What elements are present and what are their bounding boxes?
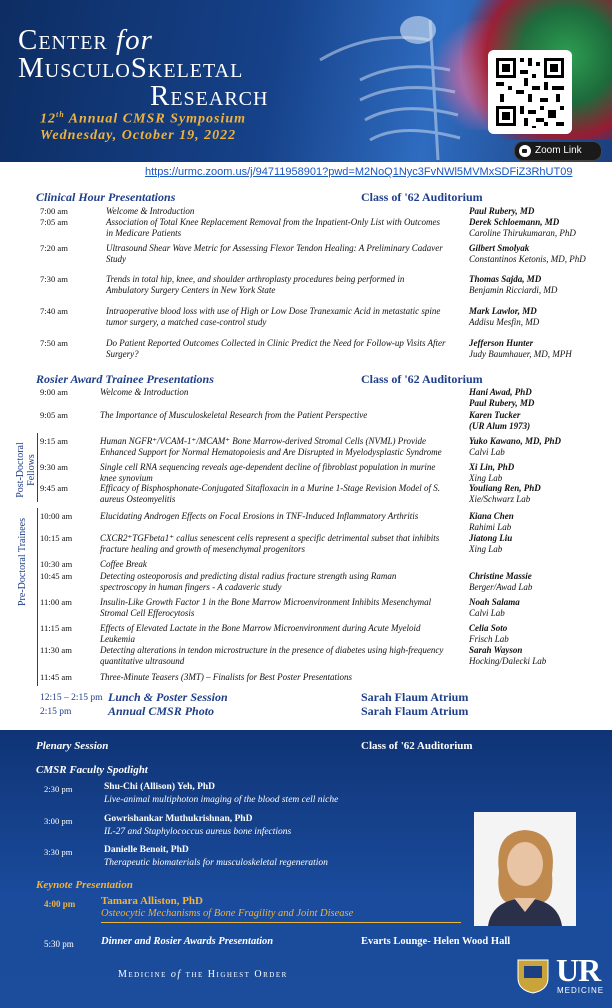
rosier-row-time: 11:15 am xyxy=(40,623,72,633)
clinical-row-lab: Constantinos Ketonis, MD, PhD xyxy=(469,254,586,264)
rosier-row-lab: (UR Alum 1973) xyxy=(469,421,531,431)
rosier-row-lab: Berger/Awad Lab xyxy=(469,582,533,592)
rosier-row-speaker: Jiatong Liu xyxy=(469,533,513,543)
rosier-row-time: 9:00 am xyxy=(40,387,68,397)
speaker-photo xyxy=(474,812,576,926)
rosier-row-title: Human NGFR⁺/VCAM-1⁺/MCAM⁺ Bone Marrow-derived Stromal Cells (NVML) Provide xyxy=(100,436,426,446)
rosier-row-lab: Frisch Lab xyxy=(469,634,509,644)
rosier-row-time: 9:30 am xyxy=(40,462,68,472)
rosier-row-lab: Hocking/Dalecki Lab xyxy=(469,656,547,666)
plenary-title: Plenary Session xyxy=(36,740,109,752)
zoom-url-link[interactable]: https://urmc.zoom.us/j/94711958901?pwd=M2NoQ1Nyc3FvNWl5MVMxSDFiZ3RhUT09 xyxy=(145,166,573,178)
header-banner xyxy=(0,0,612,162)
spotlight-row-time: 3:00 pm xyxy=(44,816,73,826)
rosier-row-speaker: Noah Salama xyxy=(469,597,520,607)
postdoc-label: Post-Doctoral Fellows xyxy=(15,442,37,498)
rosier-row-title: CXCR2⁺TGFbeta1⁺ callus senescent cells represent a specific detrimental subset that inhibits xyxy=(100,533,440,543)
clinical-row-title: Association of Total Knee Replacement Removal from the Inpatient-Only List with Outcomes xyxy=(106,217,441,227)
spotlight-row-speaker: Shu-Chi (Allison) Yeh, PhD xyxy=(104,782,216,792)
rosier-row-speaker: Sarah Wayson xyxy=(469,645,523,655)
rosier-row-lab: Xie/Schwarz Lab xyxy=(469,494,531,504)
rosier-row-lab: Calvi Lab xyxy=(469,447,505,457)
clinical-row-speaker: Paul Rubery, MD xyxy=(469,206,535,216)
clinical-row-title: Do Patient Reported Outcomes Collected in Clinic Predict the Need for Follow-up Visits After xyxy=(106,338,446,348)
spotlight-title: CMSR Faculty Spotlight xyxy=(36,764,148,776)
clinical-row-time: 7:05 am xyxy=(40,217,68,227)
rosier-row-speaker: Youliang Ren, PhD xyxy=(469,483,541,493)
rosier-row-title: Leukemia xyxy=(100,634,135,644)
clinical-row-time: 7:30 am xyxy=(40,274,68,284)
spotlight-row-talk: IL-27 and Staphylococcus aureus bone infections xyxy=(104,827,292,837)
rosier-row-lab: Xing Lab xyxy=(469,473,503,483)
keynote-time: 4:00 pm xyxy=(44,899,76,909)
zoom-link-button[interactable]: Zoom Link xyxy=(514,141,602,161)
keynote-talk: Osteocytic Mechanisms of Bone Fragility and Joint Disease xyxy=(101,909,461,923)
photo-title: Annual CMSR Photo xyxy=(108,704,215,718)
center-title-line1: Center for xyxy=(18,24,153,56)
symposium-date: Wednesday, October 19, 2022 xyxy=(40,128,237,143)
rosier-row-speaker: Karen Tucker xyxy=(469,410,521,420)
clinical-room: Class of '62 Auditorium xyxy=(361,190,483,204)
rosier-row-lab: Calvi Lab xyxy=(469,608,505,618)
spotlight-row-time: 3:30 pm xyxy=(44,847,73,857)
photo-room: Sarah Flaum Atrium xyxy=(361,704,469,718)
clinical-row-title: Ambulatory Surgery Centers in New York State xyxy=(106,285,276,295)
clinical-row-speaker: Derek Schloemann, MD xyxy=(469,217,560,227)
predoc-bracket xyxy=(37,508,38,686)
symposium-title: 12th Annual CMSR Symposium xyxy=(40,110,247,127)
center-title-line2: MusculoSkeletal xyxy=(18,52,244,84)
spotlight-row-talk: Therapeutic biomaterials for musculoskeletal regeneration xyxy=(104,858,328,868)
spotlight-row-speaker: Danielle Benoit, PhD xyxy=(104,845,189,855)
rosier-row-time: 10:30 am xyxy=(40,559,73,569)
rosier-row-title: Coffee Break xyxy=(100,559,147,569)
rosier-room: Class of '62 Auditorium xyxy=(361,372,483,386)
rosier-row-speaker: Christine Massie xyxy=(469,571,532,581)
rosier-row-time: 11:45 am xyxy=(40,672,72,682)
spotlight-row-time: 2:30 pm xyxy=(44,784,73,794)
rosier-row-time: 10:45 am xyxy=(40,571,73,581)
spotlight-row-talk: Live-animal multiphoton imaging of the blood stem cell niche xyxy=(104,795,339,805)
dinner-title: Dinner and Rosier Awards Presentation xyxy=(101,936,274,947)
postdoc-bracket xyxy=(37,433,38,502)
clinical-row-title: in Medicare Patients xyxy=(106,228,182,238)
lunch-title: Lunch & Poster Session xyxy=(108,690,228,704)
rosier-row-lab: Xing Lab xyxy=(469,544,503,554)
qr-code[interactable] xyxy=(488,50,572,134)
rosier-row-time: 9:45 am xyxy=(40,483,68,493)
rosier-row-speaker: Kiana Chen xyxy=(469,511,514,521)
clinical-row-lab: Benjamin Ricciardi, MD xyxy=(469,285,558,295)
rosier-row-title: Insulin-Like Growth Factor 1 in the Bone Marrow Microenvironment Inhibits Mesenchymal xyxy=(100,597,432,607)
rosier-row-title: Single cell RNA sequencing reveals age-dependent decline of fibroblast population in murine xyxy=(100,462,436,472)
rosier-row-title: knee synovium xyxy=(100,473,153,483)
dinner-room: Evarts Lounge- Helen Wood Hall xyxy=(361,936,511,947)
rosier-row-title: Enhanced Support for Normal Hematopoiesis and Are Disrupted in Myelodysplastic Syndrome xyxy=(100,447,442,457)
plenary-room: Class of '62 Auditorium xyxy=(361,740,473,752)
clinical-row-title: Ultrasound Shear Wave Metric for Assessing Flexor Tendon Healing: A Preliminary Cadaver xyxy=(106,243,443,253)
clinical-row-speaker: Thomas Sajda, MD xyxy=(469,274,542,284)
clinical-row-time: 7:20 am xyxy=(40,243,68,253)
lunch-room: Sarah Flaum Atrium xyxy=(361,690,469,704)
clinical-row-title: Intraoperative blood loss with use of High or Low Dose Tranexamic Acid in metastatic spine xyxy=(106,306,441,316)
rosier-row-lab: Rahimi Lab xyxy=(469,522,512,532)
rosier-row-time: 11:00 am xyxy=(40,597,72,607)
center-title-line3: Research xyxy=(150,80,269,112)
rosier-row-speaker: Celia Soto xyxy=(469,623,508,633)
rosier-row-time: 9:05 am xyxy=(40,410,68,420)
skeleton-illustration xyxy=(300,0,500,160)
rosier-row-title: Detecting alterations in tendon microstructure in the presence of diabetes using high-frequency xyxy=(100,645,444,655)
clinical-row-time: 7:50 am xyxy=(40,338,68,348)
spotlight-row-speaker: Gowrishankar Muthukrishnan, PhD xyxy=(104,814,253,824)
university-crest-icon xyxy=(516,958,550,994)
speaker-portrait xyxy=(474,812,576,926)
clinical-row-time: 7:00 am xyxy=(40,206,68,216)
rosier-row-title: spectroscopy in human fingers - A cadaveric study xyxy=(100,582,282,592)
rosier-row-title: Efficacy of Bisphosphonate-Conjugated Sitafloxacin in a Murine 1-Stage Revision Model of S. xyxy=(100,483,440,493)
ur-medicine-label: MEDICINE xyxy=(557,986,605,995)
rosier-row-title: aureus Osteomyelitis xyxy=(100,494,176,504)
clinical-row-speaker: Jefferson Hunter xyxy=(469,338,534,348)
rosier-row-title: Elucidating Androgen Effects on Focal Erosions in TNF-Induced Inflammatory Arthritis xyxy=(100,511,419,521)
clinical-row-title: Welcome & Introduction xyxy=(106,206,195,216)
clinical-section-title: Clinical Hour Presentations xyxy=(36,190,176,204)
rosier-row-speaker: Hani Awad, PhD xyxy=(469,387,532,397)
rosier-row-title: fracture healing and growth of mesenchymal progenitors xyxy=(100,544,305,554)
clinical-row-lab: Addisu Mesfin, MD xyxy=(469,317,540,327)
rosier-row-speaker: Xi Lin, PhD xyxy=(469,462,515,472)
rosier-section-title: Rosier Award Trainee Presentations xyxy=(36,372,214,386)
keynote-title: Keynote Presentation xyxy=(36,879,133,891)
rosier-row-title: Three-Minute Teasers (3MT) – Finalists for Best Poster Presentations xyxy=(100,672,352,682)
rosier-row-time: 10:00 am xyxy=(40,511,73,521)
rosier-row-title: Effects of Elevated Lactate in the Bone Marrow Microenvironment during Acute Myeloid xyxy=(100,623,421,633)
ur-logo: UR xyxy=(556,952,601,988)
rosier-row-time: 11:30 am xyxy=(40,645,72,655)
rosier-row-title: Stromal Cell Efferocytosis xyxy=(100,608,195,618)
clinical-row-speaker: Mark Lawlor, MD xyxy=(469,306,537,316)
clinical-row-title: tumor surgery, a matched case-control study xyxy=(106,317,267,327)
clinical-row-lab: Caroline Thirukumaran, PhD xyxy=(469,228,576,238)
clinical-row-speaker: Gilbert Smolyak xyxy=(469,243,530,253)
clinical-row-lab: Judy Baumhauer, MD, MPH xyxy=(469,349,572,359)
rosier-row-title: Welcome & Introduction xyxy=(100,387,189,397)
clinical-row-title: Study xyxy=(106,254,126,264)
rosier-row-speaker: Yuko Kawano, MD, PhD xyxy=(469,436,561,446)
photo-time: 2:15 pm xyxy=(40,707,72,717)
dinner-time: 5:30 pm xyxy=(44,939,74,949)
predoc-label: Pre-Doctoral Trainees xyxy=(17,517,28,607)
rosier-row-lab: Paul Rubery, MD xyxy=(469,398,535,408)
rosier-row-time: 10:15 am xyxy=(40,533,73,543)
rosier-row-title: quantitative ultrasound xyxy=(100,656,185,666)
footer-tagline: Medicine of the Highest Order xyxy=(118,969,288,980)
lunch-time: 12:15 – 2:15 pm xyxy=(40,693,103,703)
phone-icon xyxy=(519,145,531,157)
keynote-speaker: Tamara Alliston, PhD xyxy=(101,895,203,907)
clinical-row-title: Trends in total hip, knee, and shoulder arthroplasty procedures being performed in xyxy=(106,274,405,284)
rosier-row-title: Detecting osteoporosis and predicting distal radius fracture strength using Raman xyxy=(100,571,397,581)
clinical-row-title: Surgery? xyxy=(106,349,139,359)
clinical-row-time: 7:40 am xyxy=(40,306,68,316)
rosier-row-time: 9:15 am xyxy=(40,436,68,446)
rosier-row-title: The Importance of Musculoskeletal Research from the Patient Perspective xyxy=(100,410,368,420)
